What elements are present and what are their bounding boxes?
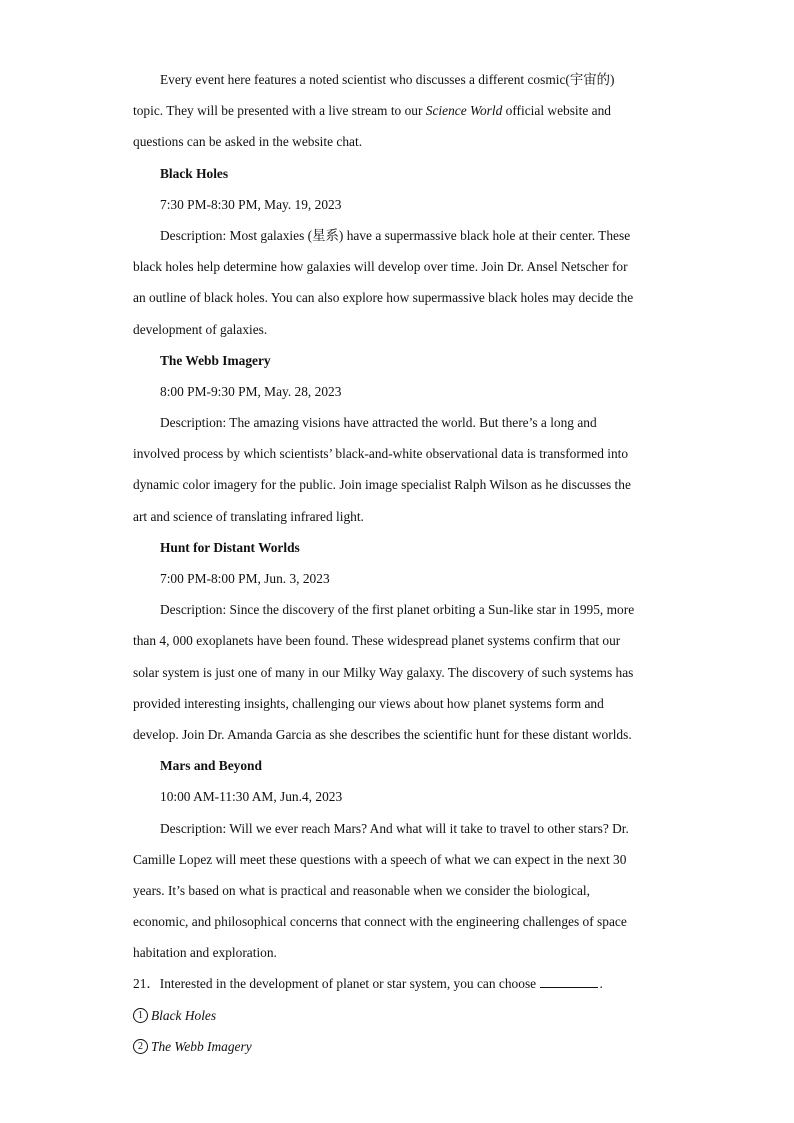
intro-line-2-a: topic. They will be presented with a live stream to our: [133, 103, 426, 119]
event-description-line: economic, and philosophical concerns that connect with the engineering challenges of space: [133, 914, 627, 930]
intro-line-1: Every event here features a noted scientist who discusses a different cosmic(宇宙的): [160, 72, 615, 87]
event-description-line: solar system is just one of many in our Milky Way galaxy. The discovery of such systems has: [133, 664, 634, 680]
question-21: [133, 968, 663, 999]
event-description-line: years. It’s based on what is practical and reasonable when we consider the biological,: [133, 882, 590, 898]
event-description-line: provided interesting insights, challenging our views about how planet systems form and: [133, 695, 604, 711]
circled-number-marker: 1: [133, 1008, 148, 1023]
event-description-line: habitation and exploration.: [133, 945, 277, 961]
event-description-line: Description: Will we ever reach Mars? And what will it take to travel to other stars? Dr.: [160, 820, 629, 836]
event-description-line: art and science of translating infrared light.: [133, 508, 364, 524]
option-webb-imagery: [133, 1031, 663, 1062]
option-text: Black Holes: [151, 1007, 217, 1023]
document-page: [133, 64, 663, 1062]
intro-line-3: questions can be asked in the website chat.: [133, 134, 363, 150]
event-time: 10:00 AM-11:30 AM, Jun.4, 2023: [160, 789, 343, 805]
option-black-holes: [133, 1000, 663, 1031]
event-description-line: than 4, 000 exoplanets have been found. These widespread planet systems confirm that our: [133, 633, 621, 649]
event-description-line: Description: Since the discovery of the first planet orbiting a Sun-like star in 1995, more: [160, 602, 635, 618]
option-text: The Webb Imagery: [151, 1038, 252, 1054]
event-description-line: black holes help determine how galaxies will develop over time. Join Dr. Ansel Netscher for: [133, 259, 628, 275]
event-title: The Webb Imagery: [160, 352, 271, 368]
event-description-line: Description: The amazing visions have attracted the world. But there’s a long and: [160, 415, 597, 431]
event-description-line: an outline of black holes. You can also explore how supermassive black holes may decide the: [133, 290, 634, 306]
intro-line-2: [133, 95, 663, 126]
question-end: .: [599, 976, 603, 992]
event-description-line: development of galaxies.: [133, 321, 268, 337]
event-title: Black Holes: [160, 165, 229, 181]
event-description-line: dynamic color imagery for the public. Join image specialist Ralph Wilson as he discusses the: [133, 477, 631, 493]
circled-number-marker: 2: [133, 1039, 148, 1054]
answer-blank: [540, 973, 598, 988]
event-description-line: Description: Most galaxies (星系) have a supermassive black hole at their center. These: [160, 227, 631, 243]
event-title: Mars and Beyond: [160, 758, 262, 774]
event-title: Hunt for Distant Worlds: [160, 539, 300, 555]
event-description-line: develop. Join Dr. Amanda Garcia as she describes the scientific hunt for these distant worlds.: [133, 726, 632, 742]
event-description-line: involved process by which scientists’ black-and-white observational data is transformed into: [133, 446, 629, 462]
event-time: 7:30 PM-8:30 PM, May. 19, 2023: [160, 196, 342, 212]
question-text: Interested in the development of planet or star system, you can choose: [159, 976, 540, 992]
event-time: 7:00 PM-8:00 PM, Jun. 3, 2023: [160, 571, 330, 586]
question-number: 21．: [133, 976, 160, 992]
event-description-line: Camille Lopez will meet these questions with a speech of what we can expect in the next 30: [133, 851, 627, 867]
intro-line-2-b: official website and: [502, 103, 611, 119]
science-world-name: Science World: [425, 103, 503, 119]
event-time: 8:00 PM-9:30 PM, May. 28, 2023: [160, 383, 342, 399]
